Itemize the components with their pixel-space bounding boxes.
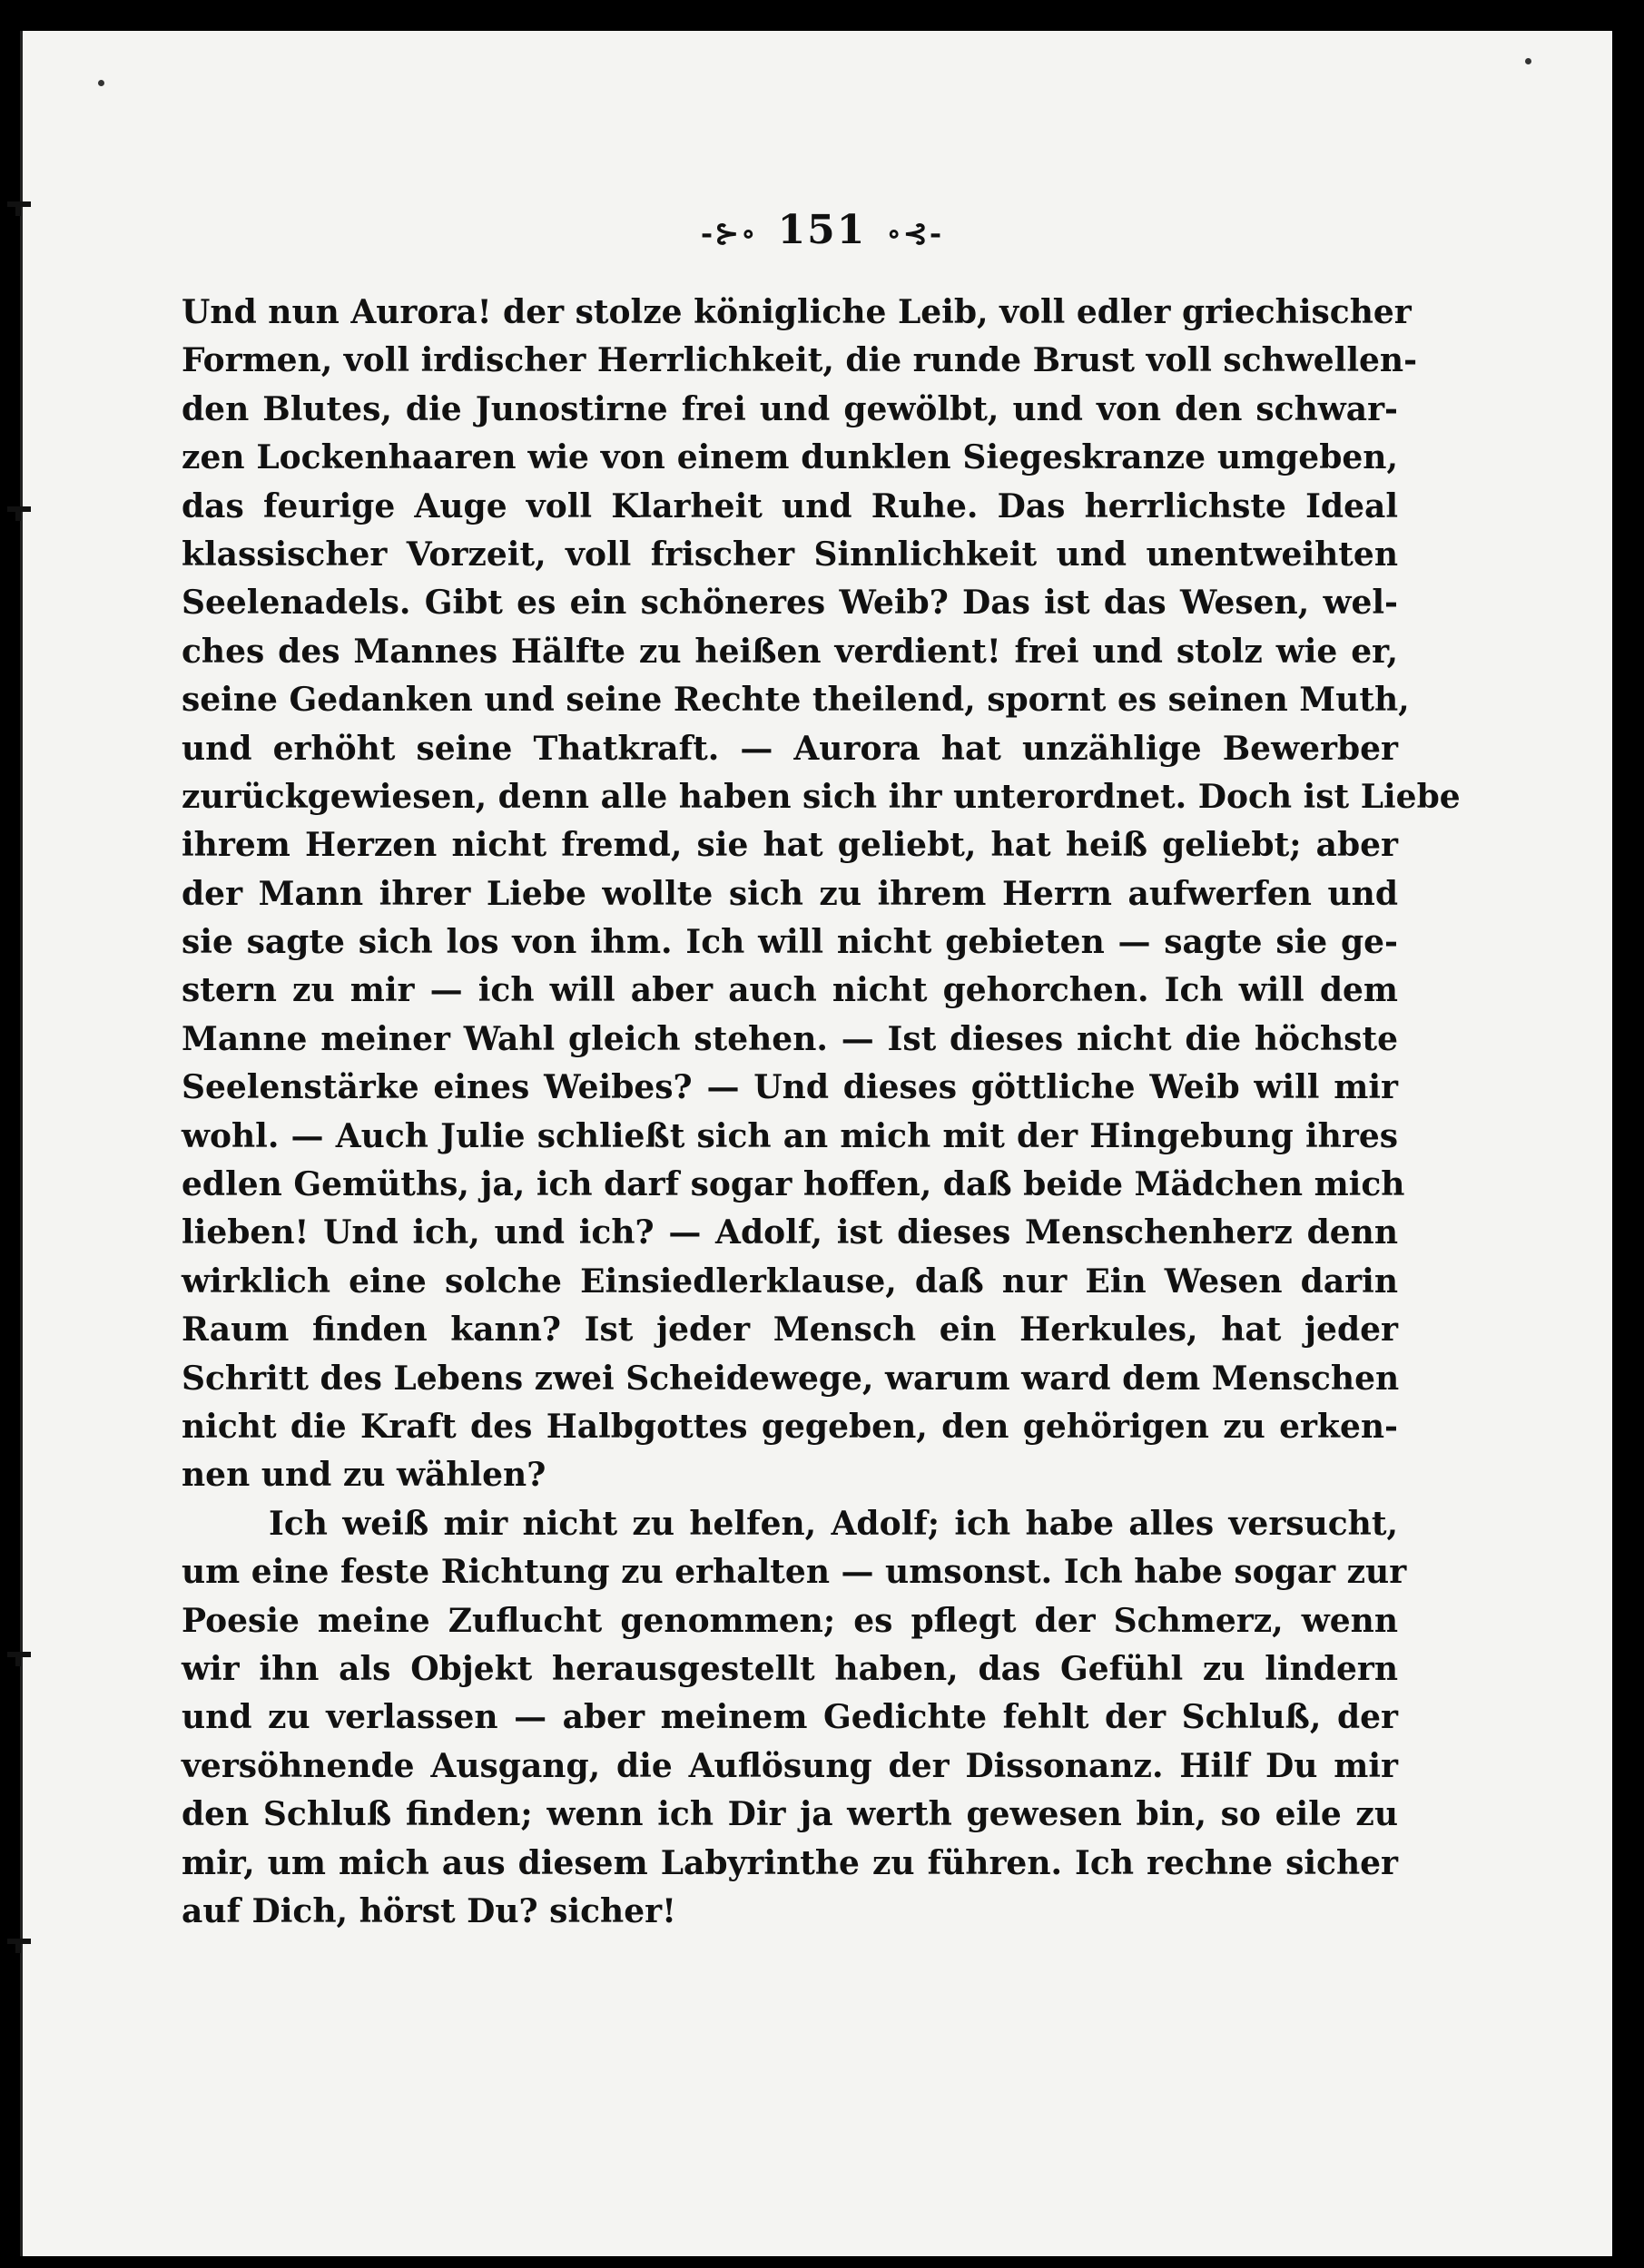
text-line: seine Gedanken und seine Rechte theilend, spornt es seinen Muth, bbox=[182, 681, 1410, 720]
paper-speck bbox=[98, 80, 104, 86]
text-line: ihrem Herzen nicht fremd, sie hat geliebt, hat heiß geliebt; aber bbox=[182, 826, 1398, 865]
text-line: ches des Mannes Hälfte zu heißen verdient! frei und stolz wie er, bbox=[182, 632, 1398, 671]
text-line: Seelenstärke eines Weibes? — Und dieses göttliche Weib will mir bbox=[182, 1068, 1398, 1107]
body-text bbox=[182, 289, 1461, 1936]
binding-edge bbox=[20, 31, 23, 2256]
text-line: wohl. — Auch Julie schließt sich an mich mit der Hingebung ihres bbox=[182, 1116, 1398, 1155]
text-line: versöhnende Ausgang, die Auflösung der Dissonanz. Hilf Du mir bbox=[182, 1746, 1398, 1785]
text-line: sie sagte sich los von ihm. Ich will nicht gebieten — sagte sie ge- bbox=[182, 923, 1398, 962]
page-header bbox=[0, 207, 1644, 253]
left-ornament: -⊱∘ bbox=[700, 215, 758, 250]
text-line: das feurige Auge voll Klarheit und Ruhe. Das herrlichste Ideal bbox=[182, 486, 1398, 525]
text-line: mir, um mich aus diesem Labyrinthe zu führen. Ich rechne sicher bbox=[182, 1843, 1398, 1882]
paragraph-last-line: auf Dich, hörst Du? sicher! bbox=[182, 1891, 676, 1930]
binding-mark bbox=[7, 506, 31, 512]
text-line: Schritt des Lebens zwei Scheidewege, warum ward dem Menschen bbox=[182, 1359, 1400, 1398]
text-line: und zu verlassen — aber meinem Gedichte fehlt der Schluß, der bbox=[182, 1698, 1398, 1737]
text-line: wir ihn als Objekt herausgestellt haben, das Gefühl zu lindern bbox=[182, 1649, 1398, 1688]
binding-mark bbox=[7, 1652, 31, 1657]
text-line: edlen Gemüths, ja, ich darf sogar hoffen, daß beide Mädchen mich bbox=[182, 1165, 1405, 1204]
text-line: zurückgewiesen, denn alle haben sich ihr unterordnet. Doch ist Liebe bbox=[182, 777, 1461, 816]
text-line: den Blutes, die Junostirne frei und gewölbt, und von den schwar- bbox=[182, 389, 1398, 428]
text-line: Raum finden kann? Ist jeder Mensch ein Herkules, hat jeder bbox=[182, 1311, 1398, 1350]
text-line: lieben! Und ich, und ich? — Adolf, ist dieses Menschenherz denn bbox=[182, 1213, 1398, 1252]
text-line: zen Lockenhaaren wie von einem dunklen Siegeskranze umgeben, bbox=[182, 438, 1398, 477]
text-line: Seelenadels. Gibt es ein schöneres Weib? Das ist das Wesen, wel- bbox=[182, 584, 1398, 623]
text-line: Poesie meine Zuflucht genommen; es pflegt der Schmerz, wenn bbox=[182, 1601, 1398, 1640]
text-line: stern zu mir — ich will aber auch nicht gehorchen. Ich will dem bbox=[182, 971, 1398, 1010]
paper-speck bbox=[1525, 58, 1531, 64]
paragraph-first-line: Ich weiß mir nicht zu helfen, Adolf; ich habe alles versucht, bbox=[269, 1504, 1398, 1543]
right-ornament: ∘⊰- bbox=[886, 215, 944, 250]
paragraph-last-line: nen und zu wählen? bbox=[182, 1456, 546, 1495]
text-line: wirklich eine solche Einsiedlerklause, daß nur Ein Wesen darin bbox=[182, 1262, 1398, 1301]
text-line: Und nun Aurora! der stolze königliche Leib, voll edler griechischer bbox=[182, 293, 1412, 331]
page-number: 151 bbox=[777, 207, 867, 253]
text-line: und erhöht seine Thatkraft. — Aurora hat unzählige Bewerber bbox=[182, 729, 1398, 768]
text-line: der Mann ihrer Liebe wollte sich zu ihrem Herrn aufwerfen und bbox=[182, 874, 1398, 913]
text-line: Formen, voll irdischer Herrlichkeit, die runde Brust voll schwellen- bbox=[182, 341, 1418, 380]
text-line: nicht die Kraft des Halbgottes gegeben, den gehörigen zu erken- bbox=[182, 1407, 1398, 1446]
text-line: Manne meiner Wahl gleich stehen. — Ist dieses nicht die höchste bbox=[182, 1019, 1398, 1058]
text-line: um eine feste Richtung zu erhalten — umsonst. Ich habe sogar zur bbox=[182, 1553, 1407, 1592]
text-line: den Schluß finden; wenn ich Dir ja werth gewesen bin, so eile zu bbox=[182, 1795, 1398, 1834]
text-line: klassischer Vorzeit, voll frischer Sinnlichkeit und unentweihten bbox=[182, 535, 1398, 574]
binding-mark bbox=[7, 1939, 31, 1944]
